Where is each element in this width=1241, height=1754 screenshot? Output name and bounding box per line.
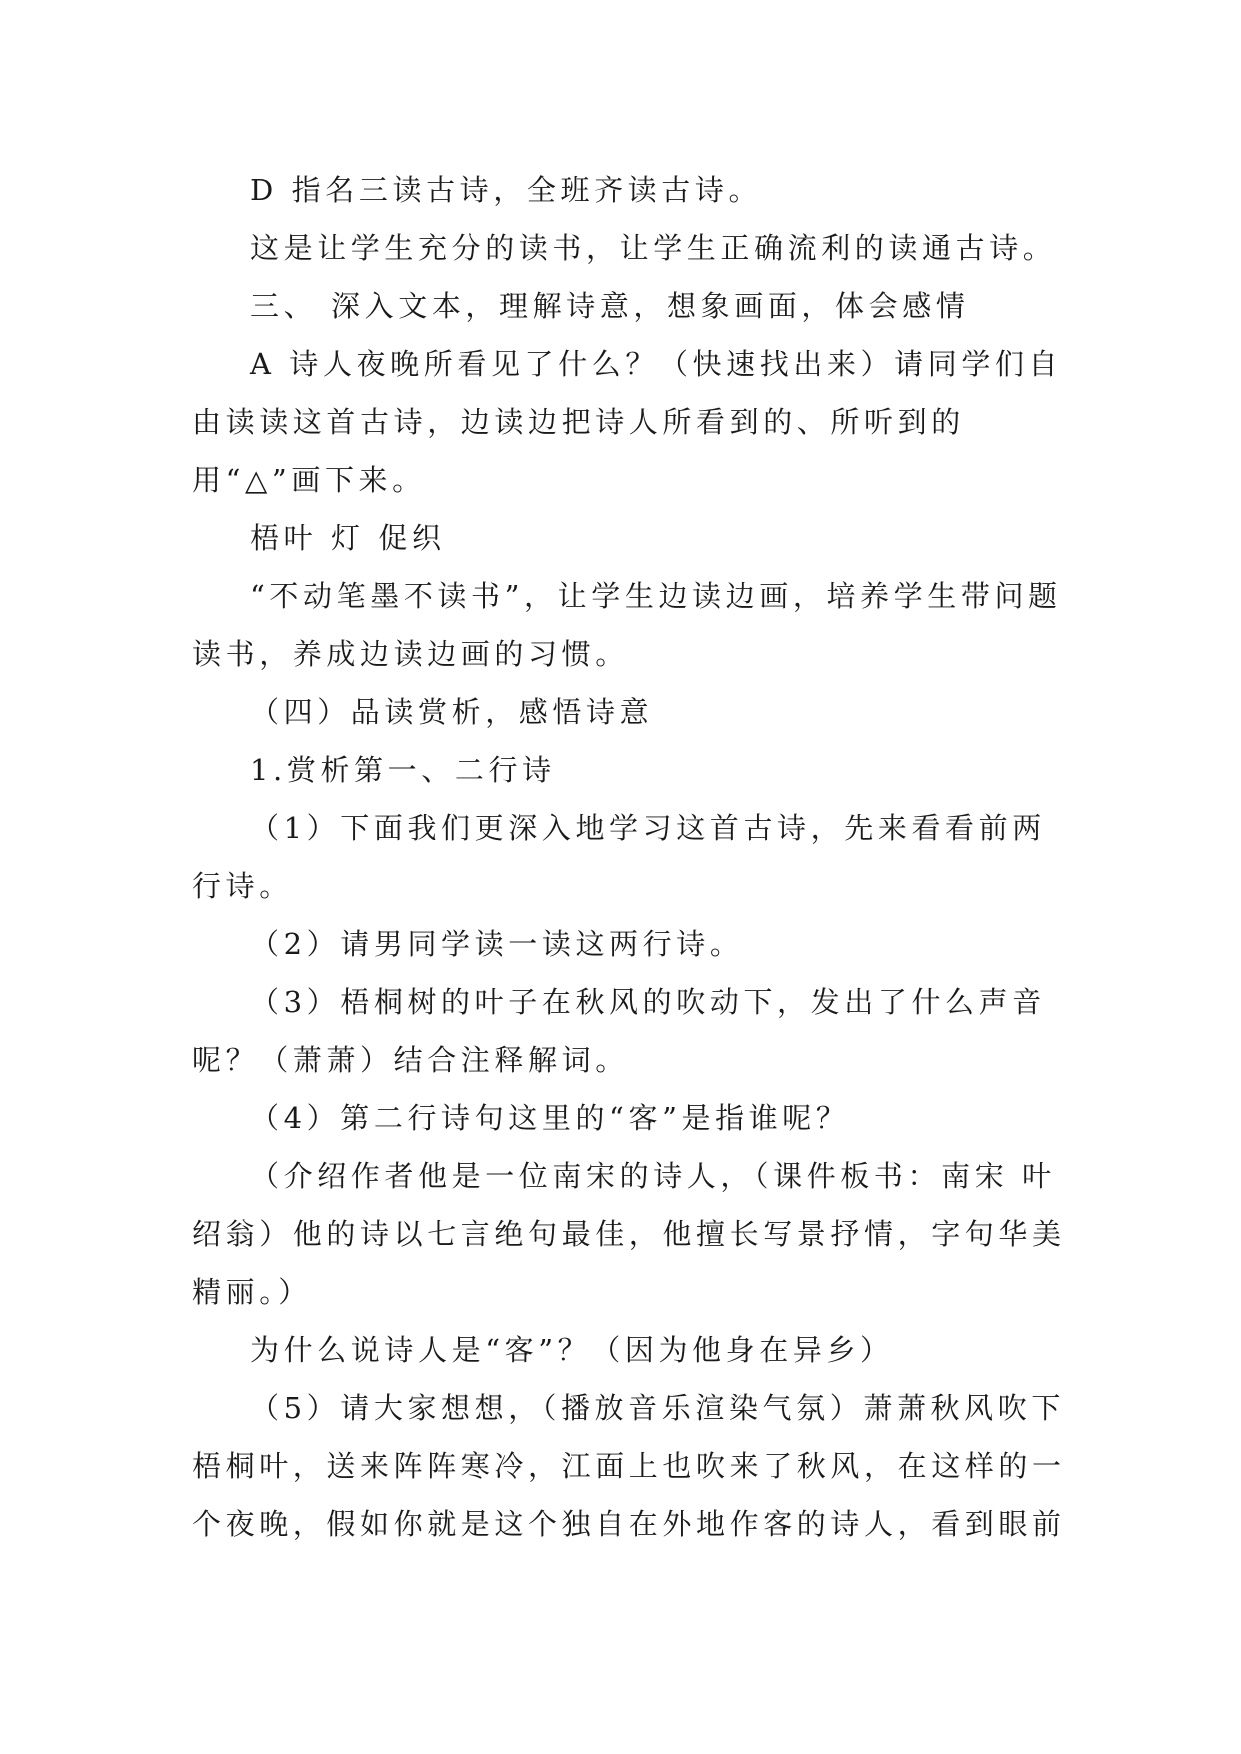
paragraph: 这是让学生充分的读书，让学生正确流利的读通古诗。 xyxy=(250,231,1057,265)
paragraph: （5）请大家想想，（播放音乐渲染气氛）萧萧秋风吹下梧桐叶，送来阵阵寒冷，江面上也吹来了秋风，在这样的一个夜晚，假如你就是这个独自在外地作客的诗人，看到眼前 xyxy=(192,1391,1066,1541)
paragraph: 为什么说诗人是“客”？（因为他身在异乡） xyxy=(250,1333,894,1367)
paragraph: （3）梧桐树的叶子在秋风的吹动下，发出了什么声音呢？（萧萧）结合注释解词。 xyxy=(192,985,1046,1077)
paragraph: （4）第二行诗句这里的“客”是指谁呢？ xyxy=(250,1101,850,1135)
document-body xyxy=(192,161,1072,1553)
subsection-heading: 1.赏析第一、二行诗 xyxy=(250,753,556,787)
paragraph: D 指名三读古诗，全班齐读古诗。 xyxy=(250,173,763,207)
section-heading: （四）品读赏析，感悟诗意 xyxy=(250,695,654,729)
paragraph: 梧叶 灯 促织 xyxy=(250,521,446,555)
paragraph: “不动笔墨不读书”，让学生边读边画，培养学生带问题读书，养成边读边画的习惯。 xyxy=(192,579,1062,671)
paragraph: （介绍作者他是一位南宋的诗人，（课件板书：南宋 叶绍翁）他的诗以七言绝句最佳，他擅长写景抒情，字句华美精丽。） xyxy=(192,1159,1066,1309)
paragraph: A 诗人夜晚所看见了什么？（快速找出来）请同学们自由读读这首古诗，边读边把诗人所看到的、所听到的用“△”画下来。 xyxy=(192,347,1063,497)
paragraph: （2）请男同学读一读这两行诗。 xyxy=(250,927,744,961)
paragraph: （1）下面我们更深入地学习这首古诗，先来看看前两行诗。 xyxy=(192,811,1046,903)
section-heading: 三、 深入文本，理解诗意，想象画面，体会感情 xyxy=(250,289,970,323)
